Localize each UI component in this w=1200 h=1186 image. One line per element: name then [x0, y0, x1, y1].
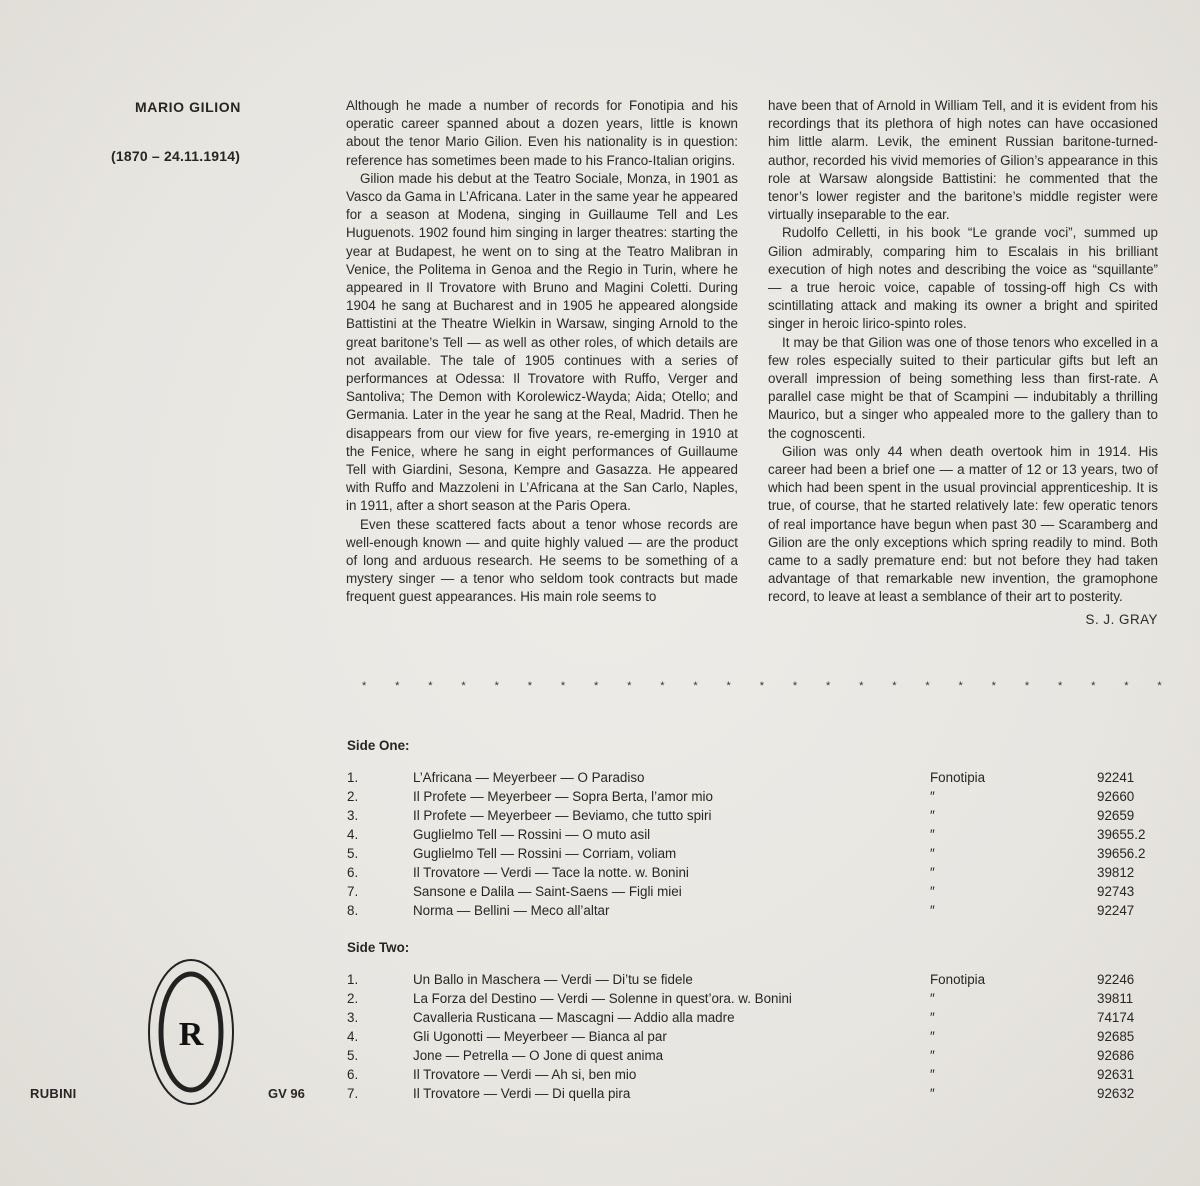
- track-number: 4.: [347, 1029, 359, 1044]
- star-divider: [362, 680, 1162, 692]
- track-row: [347, 882, 1167, 901]
- star-glyph: *: [693, 680, 698, 692]
- artist-title: MARIO GILION: [135, 99, 241, 115]
- track-title: Il Profete — Meyerbeer — Sopra Berta, l’amor mio: [413, 789, 713, 804]
- star-glyph: *: [527, 680, 532, 692]
- star-glyph: *: [428, 680, 433, 692]
- track-title: Guglielmo Tell — Rossini — Corriam, voliam: [413, 846, 677, 861]
- star-glyph: *: [1124, 680, 1129, 692]
- track-number: 3.: [347, 808, 359, 823]
- track-row: [347, 989, 1167, 1008]
- star-glyph: *: [759, 680, 764, 692]
- track-number: 3.: [347, 1010, 359, 1025]
- track-title: Il Profete — Meyerbeer — Beviamo, che tutto spiri: [413, 808, 712, 823]
- record-label: ″: [930, 1010, 935, 1025]
- track-number: 1.: [347, 770, 359, 785]
- track-row: [347, 1008, 1167, 1027]
- track-number: 8.: [347, 903, 359, 918]
- logo-letter: R: [178, 1016, 204, 1053]
- notes-column-2: [768, 97, 1158, 629]
- catalogue-id: 39655.2: [1097, 827, 1146, 842]
- track-number: 4.: [347, 827, 359, 842]
- track-row: [347, 1084, 1167, 1103]
- side-one-title: Side One:: [347, 738, 410, 753]
- notes-paragraph: Even these scattered facts about a tenor whose records are well-enough known — and quite highly valued — are the product of long and arduous research. He seems to be something of a mystery singer — a tenor who seldom took contracts but made frequent guest appearances. His main role seems to: [346, 516, 738, 605]
- catalogue-id: 39812: [1097, 865, 1135, 880]
- artist-dates: (1870 – 24.11.1914): [111, 148, 241, 164]
- catalogue-id: 39811: [1097, 991, 1134, 1006]
- record-label: ″: [930, 865, 935, 880]
- track-row: [347, 768, 1167, 787]
- catalogue-id: 92685: [1097, 1029, 1135, 1044]
- track-row: [347, 825, 1167, 844]
- record-label: ″: [930, 1029, 935, 1044]
- star-glyph: *: [593, 680, 599, 692]
- track-title: Il Trovatore — Verdi — Ah si, ben mio: [413, 1067, 637, 1082]
- star-glyph: *: [958, 680, 963, 692]
- catalogue-id: 92241: [1097, 770, 1135, 785]
- side-one-tracklist: [347, 768, 1167, 920]
- record-label: ″: [930, 1048, 935, 1063]
- record-label: ″: [930, 991, 935, 1006]
- track-number: 7.: [347, 1086, 359, 1101]
- track-title: Cavalleria Rusticana — Mascagni — Addio alla madre: [413, 1010, 735, 1025]
- track-row: [347, 970, 1167, 989]
- rubini-logo: [146, 957, 236, 1107]
- catalogue-id: 92686: [1097, 1048, 1135, 1063]
- star-glyph: *: [925, 680, 930, 692]
- star-glyph: *: [461, 680, 466, 692]
- star-glyph: *: [660, 680, 665, 692]
- track-number: 6.: [347, 865, 359, 880]
- notes-paragraph: have been that of Arnold in William Tell, and it is evident from his recordings that its plethora of high notes can have occasioned him little alarm. Levik, the eminent Russian baritone-turned-author, recorded his vivid memories of Gilion’s appearance in this role at Warsaw alongside Battistini: he commented that the tenor’s lower register and the baritone’s middle register were virtually inseparable to the ear.: [768, 98, 1158, 223]
- side-two-title: Side Two:: [347, 940, 410, 955]
- track-title: Jone — Petrella — O Jone di quest anima: [413, 1048, 664, 1063]
- star-glyph: *: [1057, 680, 1063, 692]
- record-label: ″: [930, 903, 935, 918]
- notes-column-1: [346, 97, 738, 607]
- record-label: ″: [930, 884, 935, 899]
- track-row: [347, 863, 1167, 882]
- catalogue-id: 92659: [1097, 808, 1135, 823]
- catalogue-id: 92246: [1097, 972, 1135, 987]
- star-glyph: *: [627, 680, 632, 692]
- star-glyph: *: [395, 680, 400, 692]
- record-label: ″: [930, 1086, 935, 1101]
- track-row: [347, 1046, 1167, 1065]
- star-glyph: *: [859, 680, 864, 692]
- notes-paragraph: Gilion made his debut at the Teatro Sociale, Monza, in 1901 as Vasco da Gama in L’Africana. Later in the same year he appeared for a season at Modena, singing in Guillaume Tell and Les Huguenots. 1902 found him singing in larger theatres: starting the year at Budapest, he went on to sing at the Teatro Malibran in Venice, the Politema in Genoa and the Regio in Turin, where he appeared in Il Trovatore with Bruno and Magini Coletti. During 1904 he sang at Bucharest and in 1905 he appeared alongside Battistini at the Theatre Wielkin in Warsaw, singing Arnold to the great baritone’s Tell — as well as other roles, of which details are not available. The tale of 1905 continues with a series of performances at Odessa: Il Trovatore with Ruffo, Verger and Santoliva; The Demon with Korolewicz-Wayda; Aida; Otello; and Germania. Later in the year he sang at the Real, Madrid. Then he disappears from our view for five years, re-emerging in 1910 at the Fenice, where he sang in eight performances of Guillaume Tell with Giardini, Sesona, Kempre and Gasazza. He appeared with Ruffo and Mazzoleni in L’Africana at the San Carlo, Naples, in 1911, after a short season at the Paris Opera.: [346, 170, 738, 514]
- record-label: Fonotipia: [930, 770, 986, 785]
- catalogue-id: 92632: [1097, 1086, 1135, 1101]
- star-glyph: *: [494, 680, 499, 692]
- record-label: ″: [930, 789, 935, 804]
- record-label: ″: [930, 808, 935, 823]
- side-two-tracklist: [347, 970, 1167, 1103]
- catalogue-id: 74174: [1097, 1010, 1135, 1025]
- notes-paragraph: Rudolfo Celletti, in his book “Le grande voci”, summed up Gilion admirably, comparing him to Escalais in his brilliant execution of high notes and describing the voice as “squillante” — a true heroic voice, capable of tossing-off high Cs with scintillating attack and making its owner a bright and spirited singer in heroic lirico-spinto roles.: [768, 225, 1158, 332]
- track-title: Un Ballo in Maschera — Verdi — Di’tu se fidele: [413, 972, 693, 987]
- track-number: 6.: [347, 1067, 359, 1082]
- notes-paragraph: Although he made a number of records for Fonotipia and his operatic career spanned about a dozen years, little is known about the tenor Mario Gilion. Even his nationality is in question: reference has sometimes been made to his Franco-Italian origins.: [346, 98, 738, 168]
- track-number: 2.: [347, 789, 359, 804]
- star-glyph: *: [560, 680, 566, 692]
- record-label: ″: [930, 827, 935, 842]
- star-glyph: *: [726, 680, 731, 692]
- track-number: 2.: [347, 991, 359, 1006]
- star-glyph: *: [1024, 680, 1030, 692]
- author-signature: S. J. GRAY: [1085, 611, 1158, 627]
- track-row: [347, 1065, 1167, 1084]
- track-title: Il Trovatore — Verdi — Di quella pira: [413, 1086, 631, 1101]
- catalogue-number: GV 96: [268, 1086, 305, 1101]
- record-label: Fonotipia: [930, 972, 986, 987]
- track-row: [347, 787, 1167, 806]
- track-row: [347, 1027, 1167, 1046]
- catalogue-id: 92743: [1097, 884, 1135, 899]
- catalogue-id: 92631: [1097, 1067, 1135, 1082]
- record-label: ″: [930, 1067, 935, 1082]
- track-title: Norma — Bellini — Meco all’altar: [413, 903, 610, 918]
- star-glyph: *: [792, 680, 798, 692]
- track-row: [347, 901, 1167, 920]
- notes-paragraph: It may be that Gilion was one of those tenors who excelled in a few roles especially suited to their particular gifts but left an overall impression of being something less than first-rate. A parallel case might be that of Scampini — indubitably a thrilling Maurico, but a singer who appealed more to the gallery than to the cognoscenti.: [768, 334, 1158, 441]
- star-glyph: *: [1091, 680, 1096, 692]
- track-title: Sansone e Dalila — Saint-Saens — Figli miei: [413, 884, 682, 899]
- catalogue-id: 92247: [1097, 903, 1135, 918]
- star-glyph: *: [991, 680, 996, 692]
- star-glyph: *: [1157, 680, 1162, 692]
- record-label: ″: [930, 846, 935, 861]
- star-glyph: *: [825, 680, 831, 692]
- catalogue-id: 39656.2: [1097, 846, 1146, 861]
- track-title: Il Trovatore — Verdi — Tace la notte. w. Bonini: [413, 865, 689, 880]
- star-glyph: *: [362, 680, 367, 692]
- track-title: La Forza del Destino — Verdi — Solenne in quest’ora. w. Bonini: [413, 991, 792, 1006]
- track-title: Guglielmo Tell — Rossini — O muto asil: [413, 827, 651, 842]
- track-row: [347, 844, 1167, 863]
- track-row: [347, 806, 1167, 825]
- notes-paragraph: Gilion was only 44 when death overtook him in 1914. His career had been a brief one — a matter of 12 or 13 years, two of which had been spent in the usual provincial apprenticeship. It is true, of course, that he started relatively late: few operatic tenors of real importance have begun when past 30 — Scaramberg and Gilion are the only exceptions which spring readily to mind. Both came to a sadly premature end: but not before they had taken advantage of that remarkable new invention, the gramophone record, to leave at least a semblance of their art to posterity.: [768, 443, 1158, 605]
- record-label-name: RUBINI: [30, 1086, 77, 1101]
- star-glyph: *: [892, 680, 897, 692]
- track-number: 5.: [347, 1048, 359, 1063]
- track-number: 1.: [347, 972, 359, 987]
- track-number: 7.: [347, 884, 359, 899]
- catalogue-id: 92660: [1097, 789, 1135, 804]
- track-title: Gli Ugonotti — Meyerbeer — Bianca al par: [413, 1029, 667, 1044]
- track-number: 5.: [347, 846, 359, 861]
- track-title: L’Africana — Meyerbeer — O Paradiso: [413, 770, 645, 785]
